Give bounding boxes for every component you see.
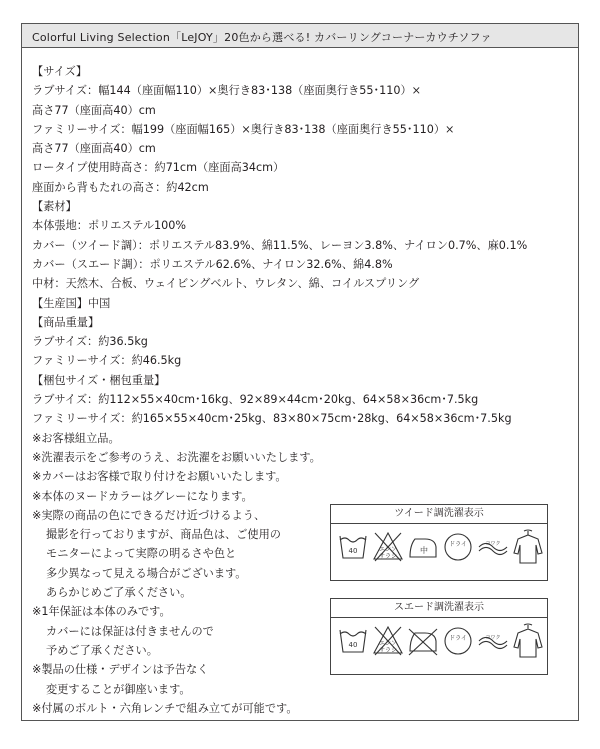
spec-line: 高さ77（座面高40）cm [32, 103, 156, 117]
spec-line: ファミリーサイズ：約46.5kg [32, 354, 182, 368]
svg-text:中: 中 [420, 546, 428, 555]
gentle-wring-icon [477, 621, 509, 661]
note-line: ※実際の商品の色にできるだけ近づけるよう、 [32, 508, 266, 522]
spec-line: 本体張地：ポリエステル100% [32, 219, 187, 233]
note-line: 撮影を行っておりますが、商品色は、ご使用の [46, 528, 281, 542]
spec-line: カバー（スエード調）：ポリエステル62.6%、ナイロン32.6%、綿4.8% [32, 257, 393, 271]
wash-40-icon [337, 527, 369, 567]
spec-line: 高さ77（座面高40）cm [32, 142, 156, 156]
spec-line: 【サイズ】 [32, 65, 88, 78]
spec-title: Colorful Living Selection「LeJOY」20色から選べる! カバーリングコーナーカウチソファ [32, 31, 492, 44]
svg-text:サラシ: サラシ [378, 553, 398, 560]
hang-dry-icon [512, 621, 544, 661]
note-line: ※付属のボルト・六角レンチで組み立てが可能です。 [32, 701, 298, 715]
note-line: ※1年保証は本体のみです。 [32, 605, 171, 619]
no-bleach-icon [372, 527, 404, 567]
wash-40-icon [337, 621, 369, 661]
spec-line: ラブサイズ：約112×55×40cm･16kg、92×89×44cm･20kg、64×58×36cm･7.5kg [32, 393, 479, 407]
spec-line: カバー（ツイード調）：ポリエステル83.9%、綿11.5%、レーヨン3.8%、ナイロン0.7%、麻0.1% [32, 238, 528, 252]
spec-line: 【生産国】中国 [32, 296, 111, 310]
care-icons [337, 527, 547, 567]
spec-header [22, 24, 578, 48]
svg-text:40: 40 [348, 547, 358, 555]
spec-line: ラブサイズ：幅144（座面幅110）×奥行き83･138（座面奥行き55･110）× [32, 84, 422, 98]
suede-care-card [330, 598, 548, 675]
svg-text:ヨワク: ヨワク [485, 635, 501, 641]
spec-line: ファミリーサイズ：約165×55×40cm･25kg、83×80×75cm･28kg、64×58×36cm･7.5kg [32, 412, 512, 426]
note-line: 変更することが御座います。 [46, 682, 191, 696]
svg-text:エンソ: エンソ [378, 640, 398, 647]
svg-text:40: 40 [348, 641, 358, 649]
svg-text:ドライ: ドライ [449, 541, 467, 548]
note-line: モニターによって実際の明るさや色と [46, 547, 237, 561]
spec-line: ※カバーはお客様で取り付けをお願いいたします。 [32, 470, 287, 484]
dry-clean-icon [442, 621, 474, 661]
spec-line: ロータイプ使用時高さ：約71cm（座面高34cm） [32, 161, 285, 175]
spec-line: 座面から背もたれの高さ：約42cm [32, 180, 209, 194]
no-iron-icon [407, 621, 439, 661]
hang-dry-icon [512, 527, 544, 567]
spec-line: ※お客様組立品。 [32, 431, 120, 445]
spec-line: ファミリーサイズ：幅199（座面幅165）×奥行き83･138（座面奥行き55･110）× [32, 122, 455, 136]
spec-line: 中材：天然木、合板、ウェイビングベルト、ウレタン、綿、コイルスプリング [32, 277, 420, 291]
note-line: カバーには保証は付きませんので [46, 624, 214, 638]
iron-medium-icon [407, 527, 439, 567]
note-line: ※製品の仕様・デザインは予告なく [32, 663, 209, 677]
svg-text:サラシ: サラシ [378, 647, 398, 654]
care-card-title: スエード調洗濯表示 [331, 599, 547, 618]
note-line: 予めご了承ください。 [46, 643, 158, 657]
svg-text:ドライ: ドライ [449, 635, 467, 642]
gentle-wring-icon [477, 527, 509, 567]
spec-line: 【素材】 [32, 200, 77, 214]
svg-text:ヨワク: ヨワク [485, 541, 501, 547]
note-line: 多少異なって見える場合がございます。 [46, 566, 247, 580]
product-spec-panel [21, 23, 579, 721]
spec-line: ※洗濯表示をご参考のうえ、お洗濯をお願いいたします。 [32, 450, 321, 464]
care-icons [337, 621, 547, 661]
tweed-care-card [330, 504, 548, 581]
spec-line: 【商品重量】 [32, 315, 100, 329]
spec-line: ※本体のヌードカラーはグレーになります。 [32, 489, 253, 503]
spec-line: 【梱包サイズ・梱包重量】 [32, 373, 166, 387]
svg-text:エンソ: エンソ [378, 546, 398, 553]
note-line: あらかじめご了承ください。 [46, 586, 192, 600]
no-bleach-icon [372, 621, 404, 661]
spec-line: ラブサイズ：約36.5kg [32, 335, 148, 349]
care-card-title: ツイード調洗濯表示 [331, 505, 547, 524]
dry-clean-icon [442, 527, 474, 567]
